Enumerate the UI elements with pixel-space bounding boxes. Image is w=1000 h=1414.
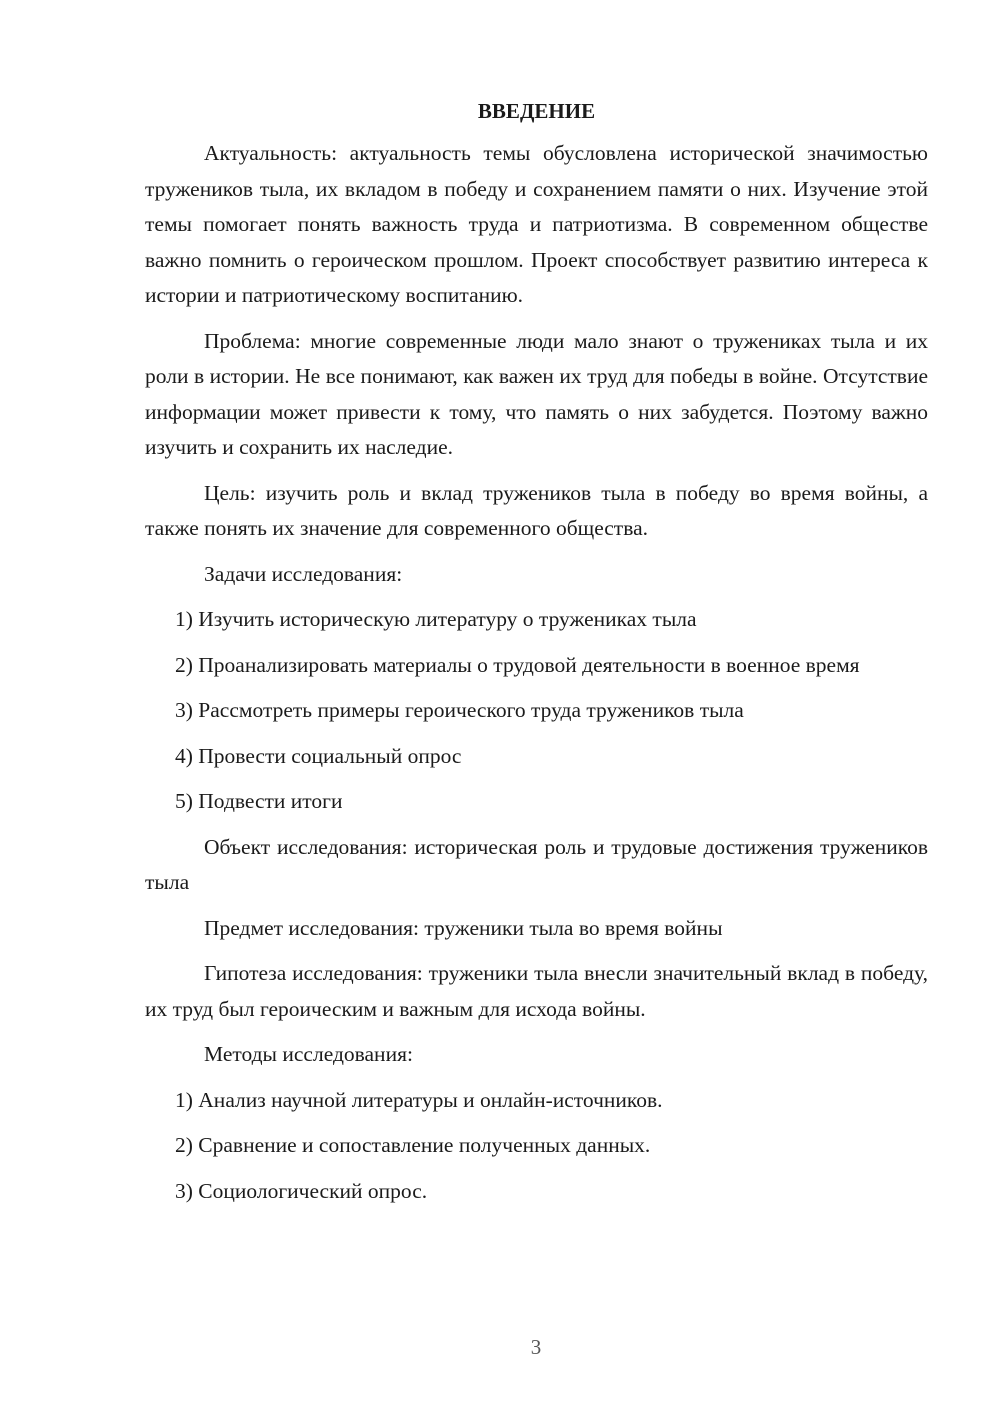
tasks-heading: Задачи исследования: <box>204 561 403 586</box>
section-title: ВВЕДЕНИЕ <box>477 99 596 123</box>
page-number: 3 <box>530 1335 542 1359</box>
object-paragraph: Объект исследования: историческая роль и трудовые достижения тружеников тыла <box>145 834 928 894</box>
task-item: 1) Изучить историческую литературу о тружениках тыла <box>175 607 697 631</box>
method-item: 3) Социологический опрос. <box>175 1178 428 1203</box>
method-item: 1) Анализ научной литературы и онлайн-источников. <box>175 1087 663 1112</box>
goal-paragraph: Цель: изучить роль и вклад тружеников тыла в победу во время войны, а также понять их значение для современного общества. <box>145 480 928 540</box>
problem-paragraph: Проблема: многие современные люди мало знают о тружениках тыла и их роли в истории. Не все понимают, как важен их труд для победы в войне. Отсутствие информации может привести к тому, что память о них забудется. Поэтому важно изучить и сохранить их наследие. <box>145 328 928 459</box>
document-page <box>145 96 928 1219</box>
hypothesis-paragraph: Гипотеза исследования: труженики тыла внесли значительный вклад в победу, их труд был героическим и важным для исхода войны. <box>145 961 928 1021</box>
task-item: 2) Проанализировать материалы о трудовой деятельности в военное время <box>175 652 860 677</box>
relevance-paragraph: Актуальность: актуальность темы обусловлена исторической значимостью тружеников тыла, их вкладом в победу и сохранением памяти о них. Изучение этой темы помогает понять важность труда и патриотизма. В современном обществе важно помнить о героическом прошлом. Проект способствует развитию интереса к истории и патриотическому воспитанию. <box>145 141 928 307</box>
subject-paragraph: Предмет исследования: труженики тыла во время войны <box>204 915 723 940</box>
task-item: 3) Рассмотреть примеры героического труда тружеников тыла <box>175 698 744 722</box>
task-item: 5) Подвести итоги <box>175 789 343 813</box>
task-item: 4) Провести социальный опрос <box>175 743 462 768</box>
methods-heading: Методы исследования: <box>204 1042 413 1066</box>
method-item: 2) Сравнение и сопоставление полученных данных. <box>175 1133 651 1157</box>
